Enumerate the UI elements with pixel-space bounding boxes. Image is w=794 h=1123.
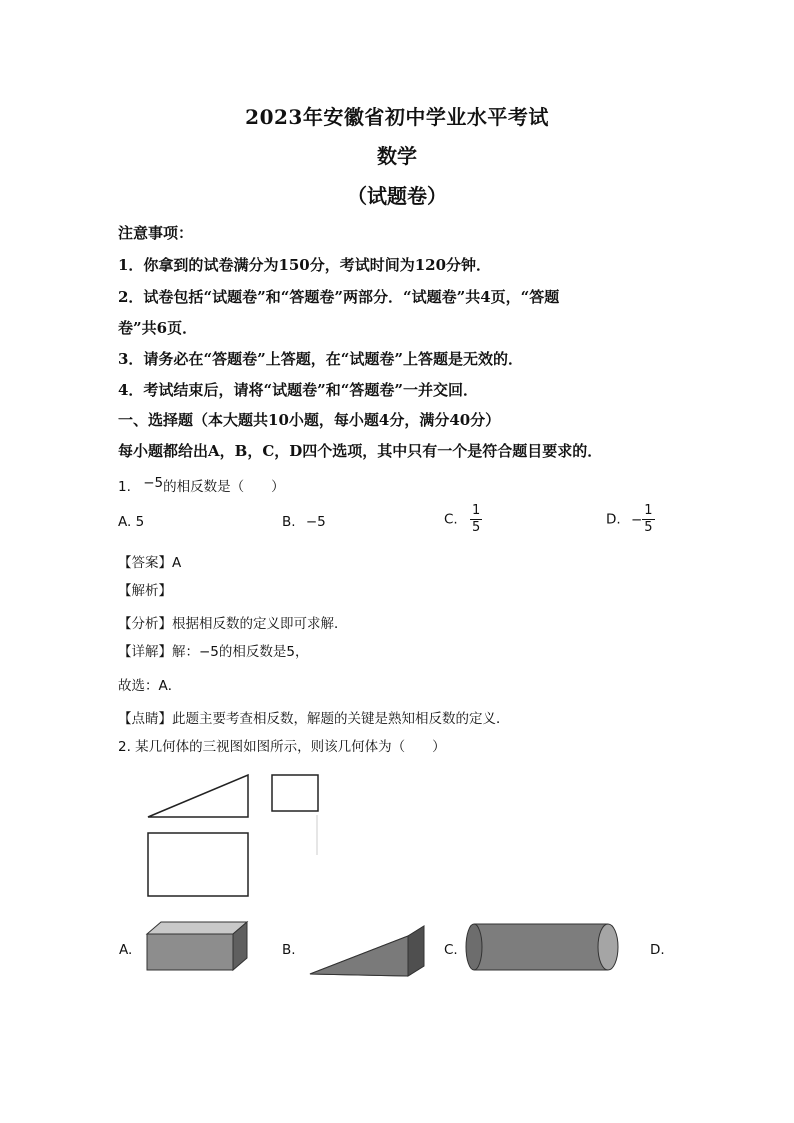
detail-line: 【详解】解：−5的相反数是5，	[118, 644, 309, 660]
question-2-stem: 2. 某几何体的三视图如图所示，则该几何体为（ ）	[118, 739, 446, 755]
notes-heading: 注意事项：	[118, 224, 194, 242]
option-b-value: −5	[305, 514, 326, 530]
note-item-1: 1．你拿到的试卷满分为150分，考试时间为120分钟．	[118, 256, 492, 274]
q2-option-a-cuboid	[143, 920, 251, 974]
option-c	[444, 503, 482, 536]
note-item-2-line-2: 卷”共6页．	[118, 319, 198, 337]
q2-option-b-label: B.	[282, 942, 296, 958]
q2-option-a-label: A.	[119, 942, 133, 958]
exam-title: 2023年安徽省初中学业水平考试	[245, 105, 549, 129]
option-d-sign: −	[630, 511, 643, 528]
section-instruction: 每小题都给出A，B，C，D四个选项，其中只有一个是符合题目要求的．	[118, 442, 603, 460]
note-item-3: 3．请务必在“答题卷”上答题，在“试题卷”上答题是无效的．	[118, 350, 523, 368]
option-c-fraction	[470, 503, 482, 536]
comment-line: 【点睛】此题主要考查相反数，解题的关键是熟知相反数的定义．	[118, 711, 510, 727]
option-c-denominator: 5	[472, 520, 481, 535]
section-heading: 一、选择题（本大题共10小题，每小题4分，满分40分）	[118, 411, 501, 429]
side-view-rectangle	[272, 775, 318, 811]
choose-line: 故选：A．	[118, 678, 182, 694]
option-b	[282, 514, 326, 530]
top-view-rectangle	[148, 833, 248, 896]
question-1-stem	[118, 475, 285, 495]
three-view-drawing	[140, 770, 340, 905]
q2-option-c-cylinder	[464, 918, 624, 976]
answer-line: 【答案】A	[118, 555, 182, 571]
paper-type: （试题卷）	[347, 184, 447, 208]
analysis-line: 【分析】根据相反数的定义即可求解．	[118, 616, 348, 632]
q2-option-d-label: D.	[650, 942, 665, 958]
q2-option-c-label: C.	[444, 942, 458, 958]
option-a: A. 5	[118, 514, 145, 530]
note-item-2-line-1: 2．试卷包括“试题卷”和“答题卷”两部分．“试题卷”共4页，“答题	[118, 288, 560, 306]
option-c-label: C.	[444, 511, 458, 528]
question-value: −5	[143, 475, 164, 491]
option-c-numerator: 1	[472, 503, 481, 518]
option-d-denominator: 5	[644, 520, 653, 535]
option-d	[606, 503, 655, 536]
option-d-label: D.	[606, 511, 621, 528]
subject-title: 数学	[377, 144, 417, 168]
option-d-fraction	[642, 503, 654, 536]
option-d-numerator: 1	[644, 503, 653, 518]
note-item-4: 4．考试结束后，请将“试题卷”和“答题卷”一并交回．	[118, 381, 478, 399]
q2-option-b-wedge	[304, 918, 430, 980]
question-text: 的相反数是（ ）	[163, 479, 285, 495]
option-b-label: B.	[282, 514, 296, 530]
analysis-heading: 【解析】	[118, 583, 172, 599]
question-number: 1.	[118, 479, 131, 495]
front-view-triangle	[148, 775, 248, 817]
